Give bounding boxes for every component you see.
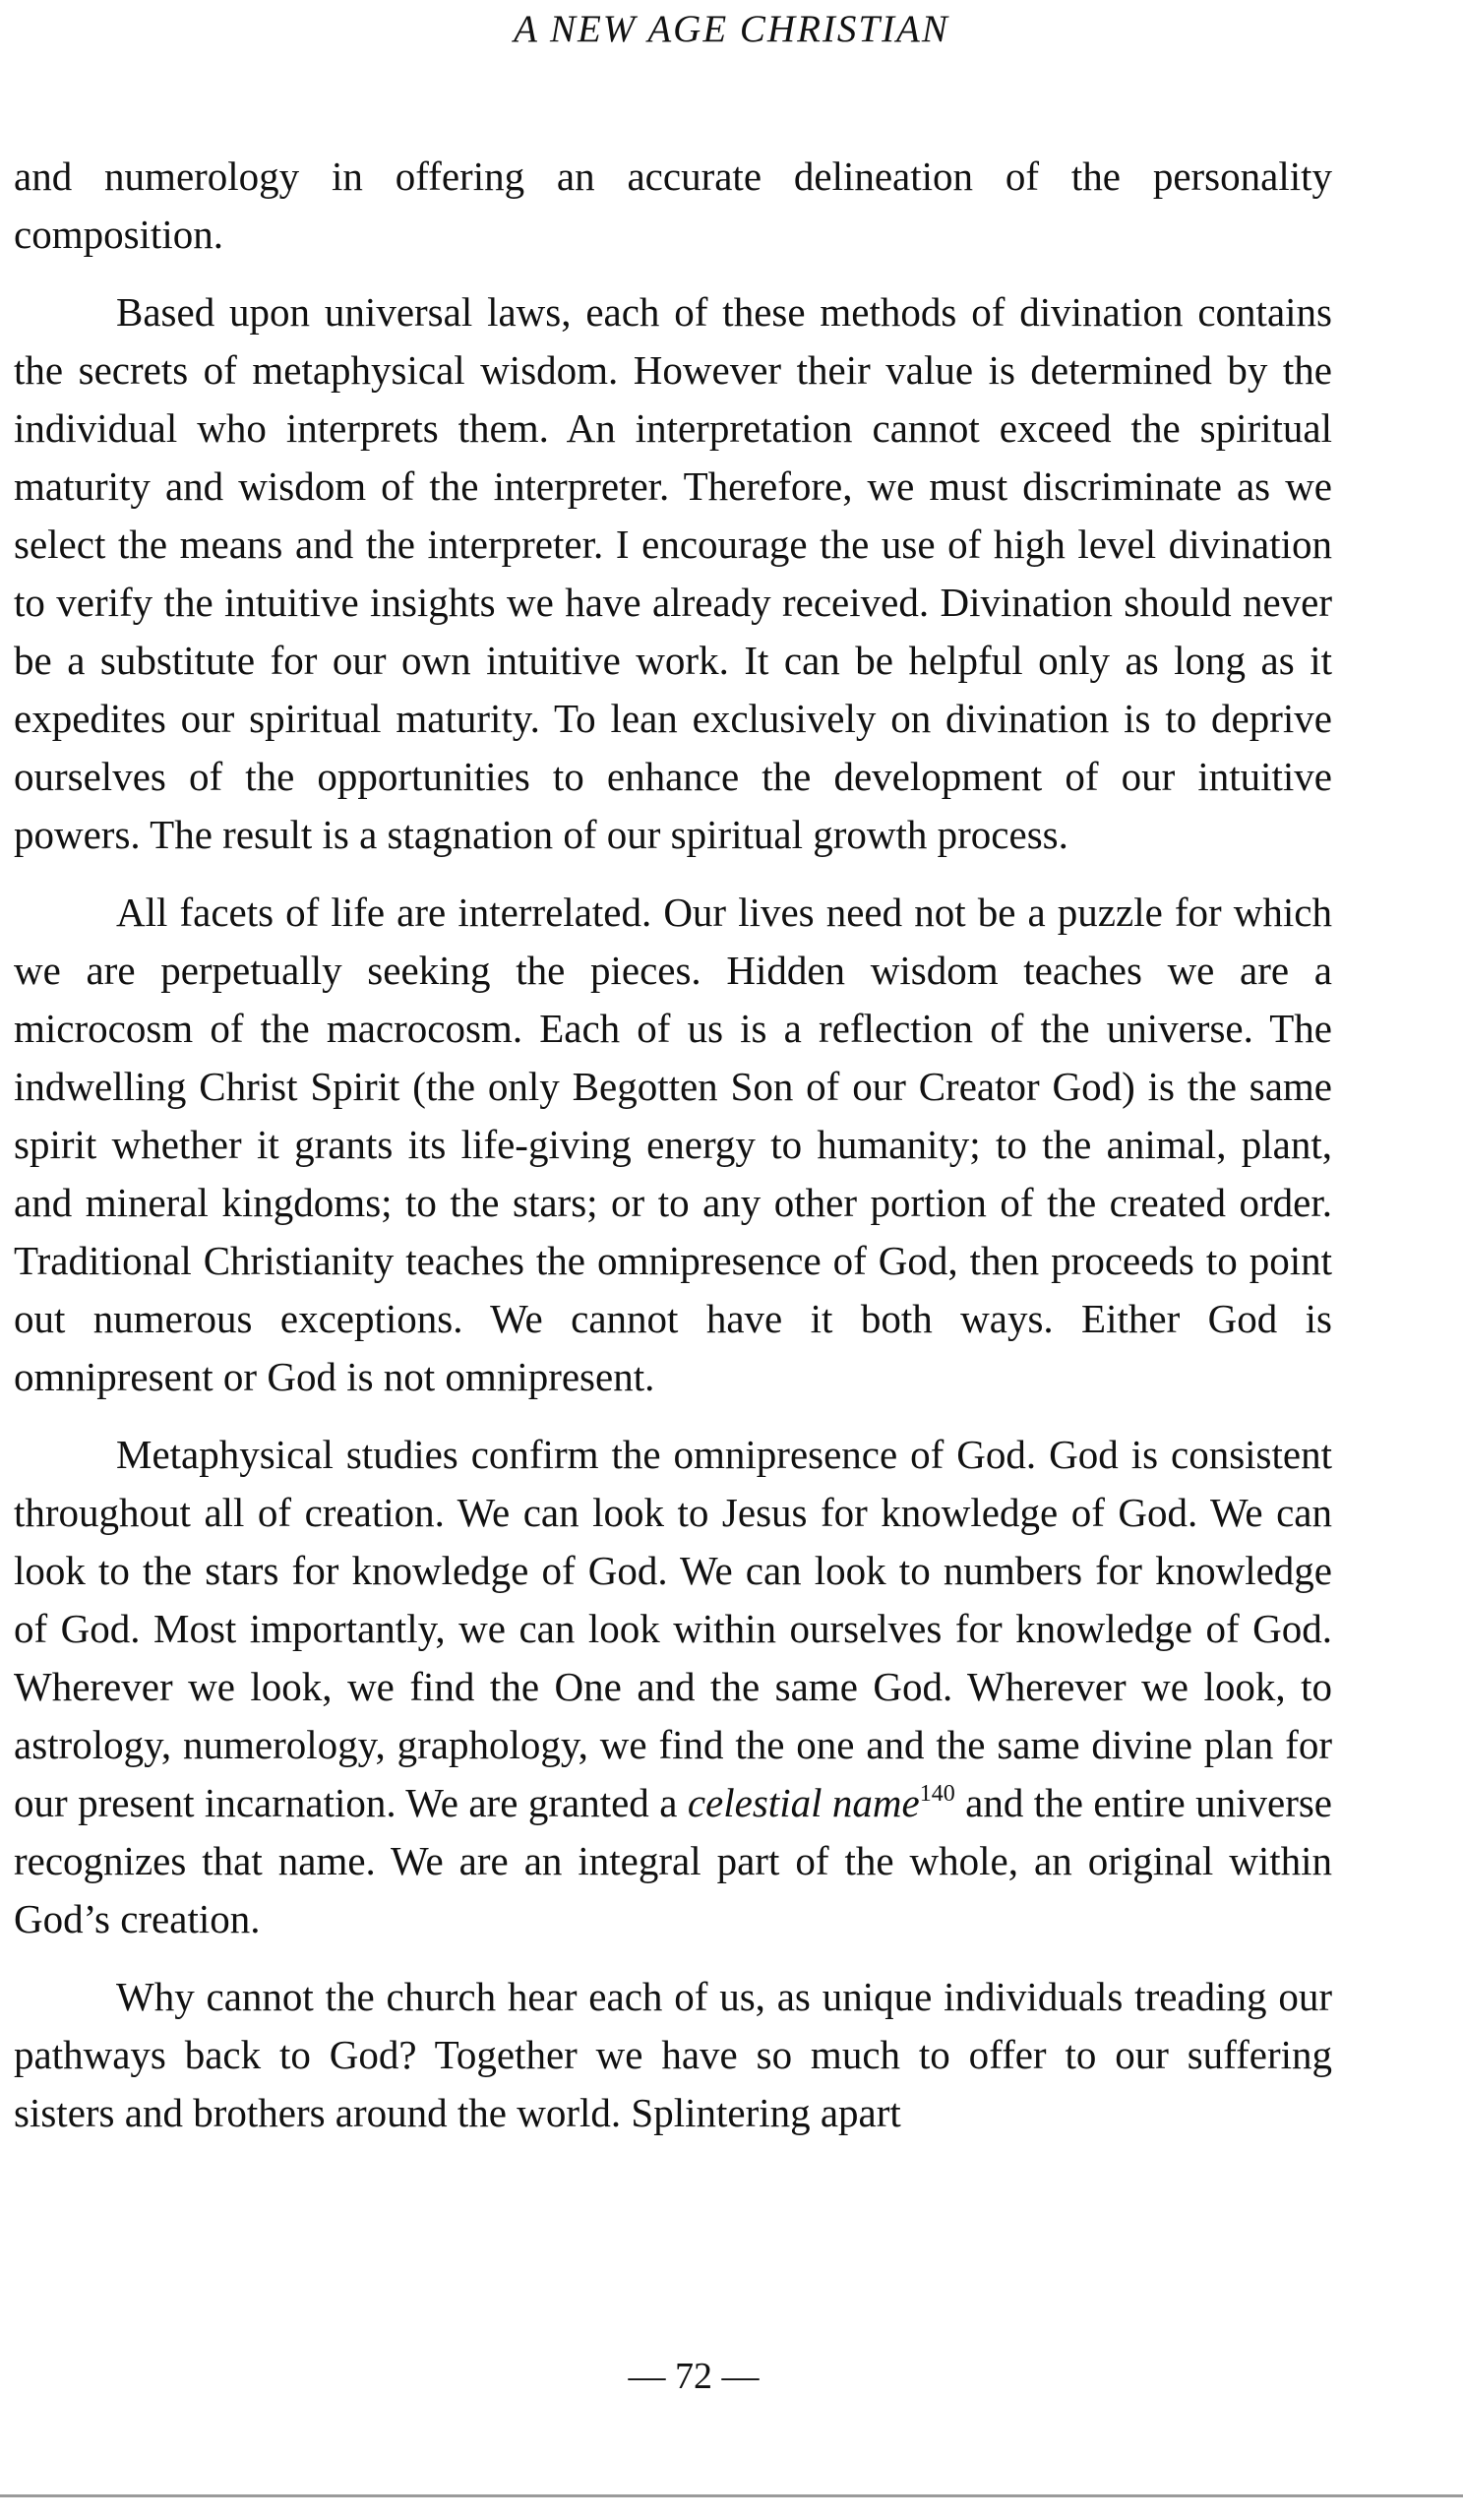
running-header: A NEW AGE CHRISTIAN [514, 8, 949, 50]
celestial-name-term: celestial name [687, 1780, 920, 1825]
scan-edge-rule [0, 2494, 1463, 2497]
paragraph-divination: Based upon universal laws, each of these methods of divination contains the secrets of metaphysical wisdom. However their value is determined by the individual who interprets them. An interpretation cannot exceed the spiritual maturity and wisdom of the interpreter. Therefore, we must discriminate as we select the means and the interpreter. I encourage the use of high level divination to verify the intuitive insights we have already received. Divination should never be a substitute for our own intuitive work. It can be helpful only as long as it expedites our spiritual maturity. To lean exclusively on divination is to deprive ourselves of the opportunities to enhance the development of our intuitive powers. The result is a stagnation of our spiritual growth process. [14, 289, 1332, 857]
paragraph-omnipresence-text: Metaphysical studies confirm the omnipresence of God. God is consistent throughout all of creation. We can look to Jesus for knowledge of God. We can look to the stars for knowledge of God. We can look to numbers for knowledge of God. Most importantly, we can look within ourselves for knowledge of God. Wherever we look, we find the One and the same God. Wherever we look, to astrology, numerology, graphology, we find the one and the same divine plan for our present incarnation. We are granted a [14, 1432, 1332, 1825]
paragraph-omnipresence-rest: and the entire universe recognizes that name. We are an integral part of the whole, an original within God’s creation. [14, 1780, 1333, 1941]
paragraph-church: Why cannot the church hear each of us, as unique individuals treading our pathways back to God? Together we have so much to offer to our suffering sisters and brothers around the world. Splintering apart [14, 1974, 1332, 2135]
body-text [14, 148, 1332, 2142]
paragraph-continued: and numerology in offering an accurate delineation of the personality composition. [14, 154, 1332, 257]
paragraph-omnipresence [14, 1426, 1332, 1948]
footnote-marker: 140 [919, 1781, 955, 1807]
page-number: — 72 — [628, 2356, 760, 2397]
paragraph-interrelated: All facets of life are interrelated. Our lives need not be a puzzle for which we are perpetually seeking the pieces. Hidden wisdom teaches we are a microcosm of the macrocosm. Each of us is a reflection of the universe. The indwelling Christ Spirit (the only Begotten Son of our Creator God) is the same spirit whether it grants its life-giving energy to humanity; to the animal, plant, and mineral kingdoms; to the stars; or to any other portion of the created order. Traditional Christianity teaches the omnipresence of God, then proceeds to point out numerous exceptions. We cannot have it both ways. Either God is omnipresent or God is not omnipresent. [14, 890, 1332, 1399]
